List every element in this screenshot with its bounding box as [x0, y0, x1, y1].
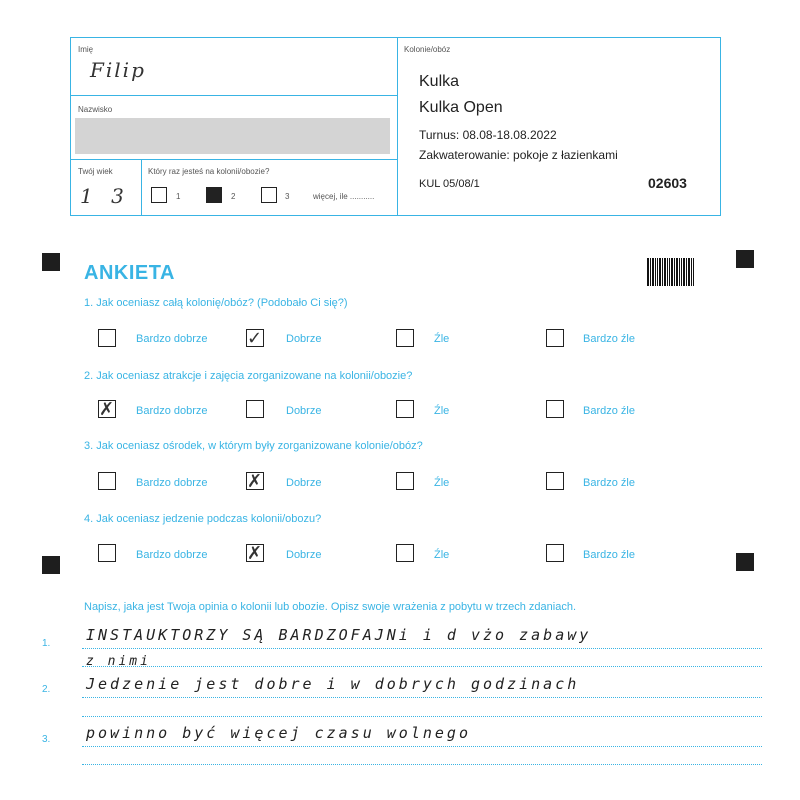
question-3: 3. Jak oceniasz ośrodek, w którym były zorganizowane kolonie/obóz?	[84, 440, 423, 452]
line-number-3: 3.	[42, 734, 51, 745]
answer-line-2[interactable]: Jedzenie jest dobre i w dobrych godzinach	[86, 675, 580, 693]
q2-label-bardzo-zle: Bardzo źle	[583, 405, 635, 417]
dotted-line	[82, 764, 762, 765]
question-1: 1. Jak oceniasz całą kolonię/obóz? (Podobało Ci się?)	[84, 297, 348, 309]
ktory-raz-option-3: 3	[285, 192, 290, 201]
q2-label-zle: Źle	[434, 405, 450, 417]
kolonia-program: Kulka Open	[419, 99, 503, 116]
q1-checkbox-zle[interactable]	[396, 329, 414, 347]
kod: KUL 05/08/1	[419, 178, 480, 190]
cross-mark-icon: ✗	[247, 543, 263, 564]
registration-marker	[42, 556, 60, 574]
dotted-line	[82, 697, 762, 698]
imie-label: Imię	[78, 45, 94, 54]
q2-checkbox-bardzo-zle[interactable]	[546, 400, 564, 418]
zakwaterowanie: Zakwaterowanie: pokoje z łazienkami	[419, 148, 618, 162]
q3-label-zle: Źle	[434, 477, 450, 489]
imie-value[interactable]: Filip	[90, 58, 146, 82]
q3-checkbox-dobrze[interactable]	[246, 472, 264, 490]
q4-label-bardzo-dobrze: Bardzo dobrze	[136, 549, 208, 561]
ktory-raz-checkbox-3[interactable]	[261, 187, 277, 203]
registration-marker	[736, 553, 754, 571]
q1-label-bardzo-zle: Bardzo źle	[583, 333, 635, 345]
line-number-2: 2.	[42, 684, 51, 695]
registration-marker	[736, 250, 754, 268]
q3-checkbox-zle[interactable]	[396, 472, 414, 490]
wiek-value[interactable]: 1 3	[80, 184, 130, 208]
ktory-raz-option-1: 1	[176, 192, 181, 201]
ktory-raz-option-2: 2	[231, 192, 236, 201]
opinion-prompt: Napisz, jaka jest Twoja opinia o kolonii lub obozie. Opisz swoje wrażenia z pobytu w trzech zdaniach.	[84, 601, 576, 613]
q1-checkbox-bardzo-zle[interactable]	[546, 329, 564, 347]
question-2: 2. Jak oceniasz atrakcje i zajęcia zorganizowane na kolonii/obozie?	[84, 370, 413, 382]
q1-checkbox-dobrze[interactable]	[246, 329, 264, 347]
q4-label-bardzo-zle: Bardzo źle	[583, 549, 635, 561]
survey-title: ANKIETA	[84, 262, 175, 284]
age-divider	[141, 159, 142, 216]
q3-checkbox-bardzo-zle[interactable]	[546, 472, 564, 490]
q3-checkbox-bardzo-dobrze[interactable]	[98, 472, 116, 490]
answer-line-1-continued[interactable]: z nimi	[86, 654, 151, 669]
kolonia-label: Kolonie/obóz	[404, 45, 451, 54]
q2-label-bardzo-dobrze: Bardzo dobrze	[136, 405, 208, 417]
q2-label-dobrze: Dobrze	[286, 405, 322, 417]
ktory-raz-label: Który raz jesteś na kolonii/obozie?	[148, 167, 270, 176]
kolonia-name: Kulka	[419, 73, 460, 90]
nazwisko-redacted	[75, 118, 390, 154]
dotted-line	[82, 648, 762, 649]
q4-label-zle: Źle	[434, 549, 450, 561]
q2-checkbox-dobrze[interactable]	[246, 400, 264, 418]
barcode	[647, 258, 695, 286]
q2-checkbox-zle[interactable]	[396, 400, 414, 418]
question-4: 4. Jak oceniasz jedzenie podczas kolonii/obozu?	[84, 513, 322, 525]
q4-checkbox-zle[interactable]	[396, 544, 414, 562]
header-row-divider-1	[70, 95, 397, 96]
dotted-line	[82, 746, 762, 747]
wiek-label: Twój wiek	[78, 167, 113, 176]
check-mark-icon: ✓	[247, 328, 263, 349]
dotted-line	[82, 716, 762, 717]
dotted-line	[82, 666, 762, 667]
q1-label-dobrze: Dobrze	[286, 333, 322, 345]
nazwisko-label: Nazwisko	[78, 105, 113, 114]
header-row-divider-2	[70, 159, 397, 160]
cross-mark-icon: ✗	[247, 471, 263, 492]
q3-label-dobrze: Dobrze	[286, 477, 322, 489]
line-number-1: 1.	[42, 638, 51, 649]
q4-checkbox-bardzo-zle[interactable]	[546, 544, 564, 562]
numer: 02603	[648, 175, 687, 191]
registration-marker	[42, 253, 60, 271]
q4-checkbox-dobrze[interactable]	[246, 544, 264, 562]
q2-checkbox-bardzo-dobrze[interactable]	[98, 400, 116, 418]
q4-checkbox-bardzo-dobrze[interactable]	[98, 544, 116, 562]
answer-line-3[interactable]: powinno być więcej czasu wolnego	[86, 724, 471, 742]
answer-line-1[interactable]: INSTAUKTORZY SĄ BARDZOFAJNi i d vżo zabawy	[86, 626, 592, 644]
header-divider	[397, 37, 398, 216]
q1-label-bardzo-dobrze: Bardzo dobrze	[136, 333, 208, 345]
cross-mark-icon: ✗	[99, 399, 115, 420]
turnus: Turnus: 08.08-18.08.2022	[419, 128, 557, 142]
wiecej-label: więcej, ile ...........	[313, 192, 375, 201]
q4-label-dobrze: Dobrze	[286, 549, 322, 561]
q3-label-bardzo-dobrze: Bardzo dobrze	[136, 477, 208, 489]
ktory-raz-checkbox-2[interactable]	[206, 187, 222, 203]
ktory-raz-checkbox-1[interactable]	[151, 187, 167, 203]
q3-label-bardzo-zle: Bardzo źle	[583, 477, 635, 489]
q1-checkbox-bardzo-dobrze[interactable]	[98, 329, 116, 347]
q1-label-zle: Źle	[434, 333, 450, 345]
